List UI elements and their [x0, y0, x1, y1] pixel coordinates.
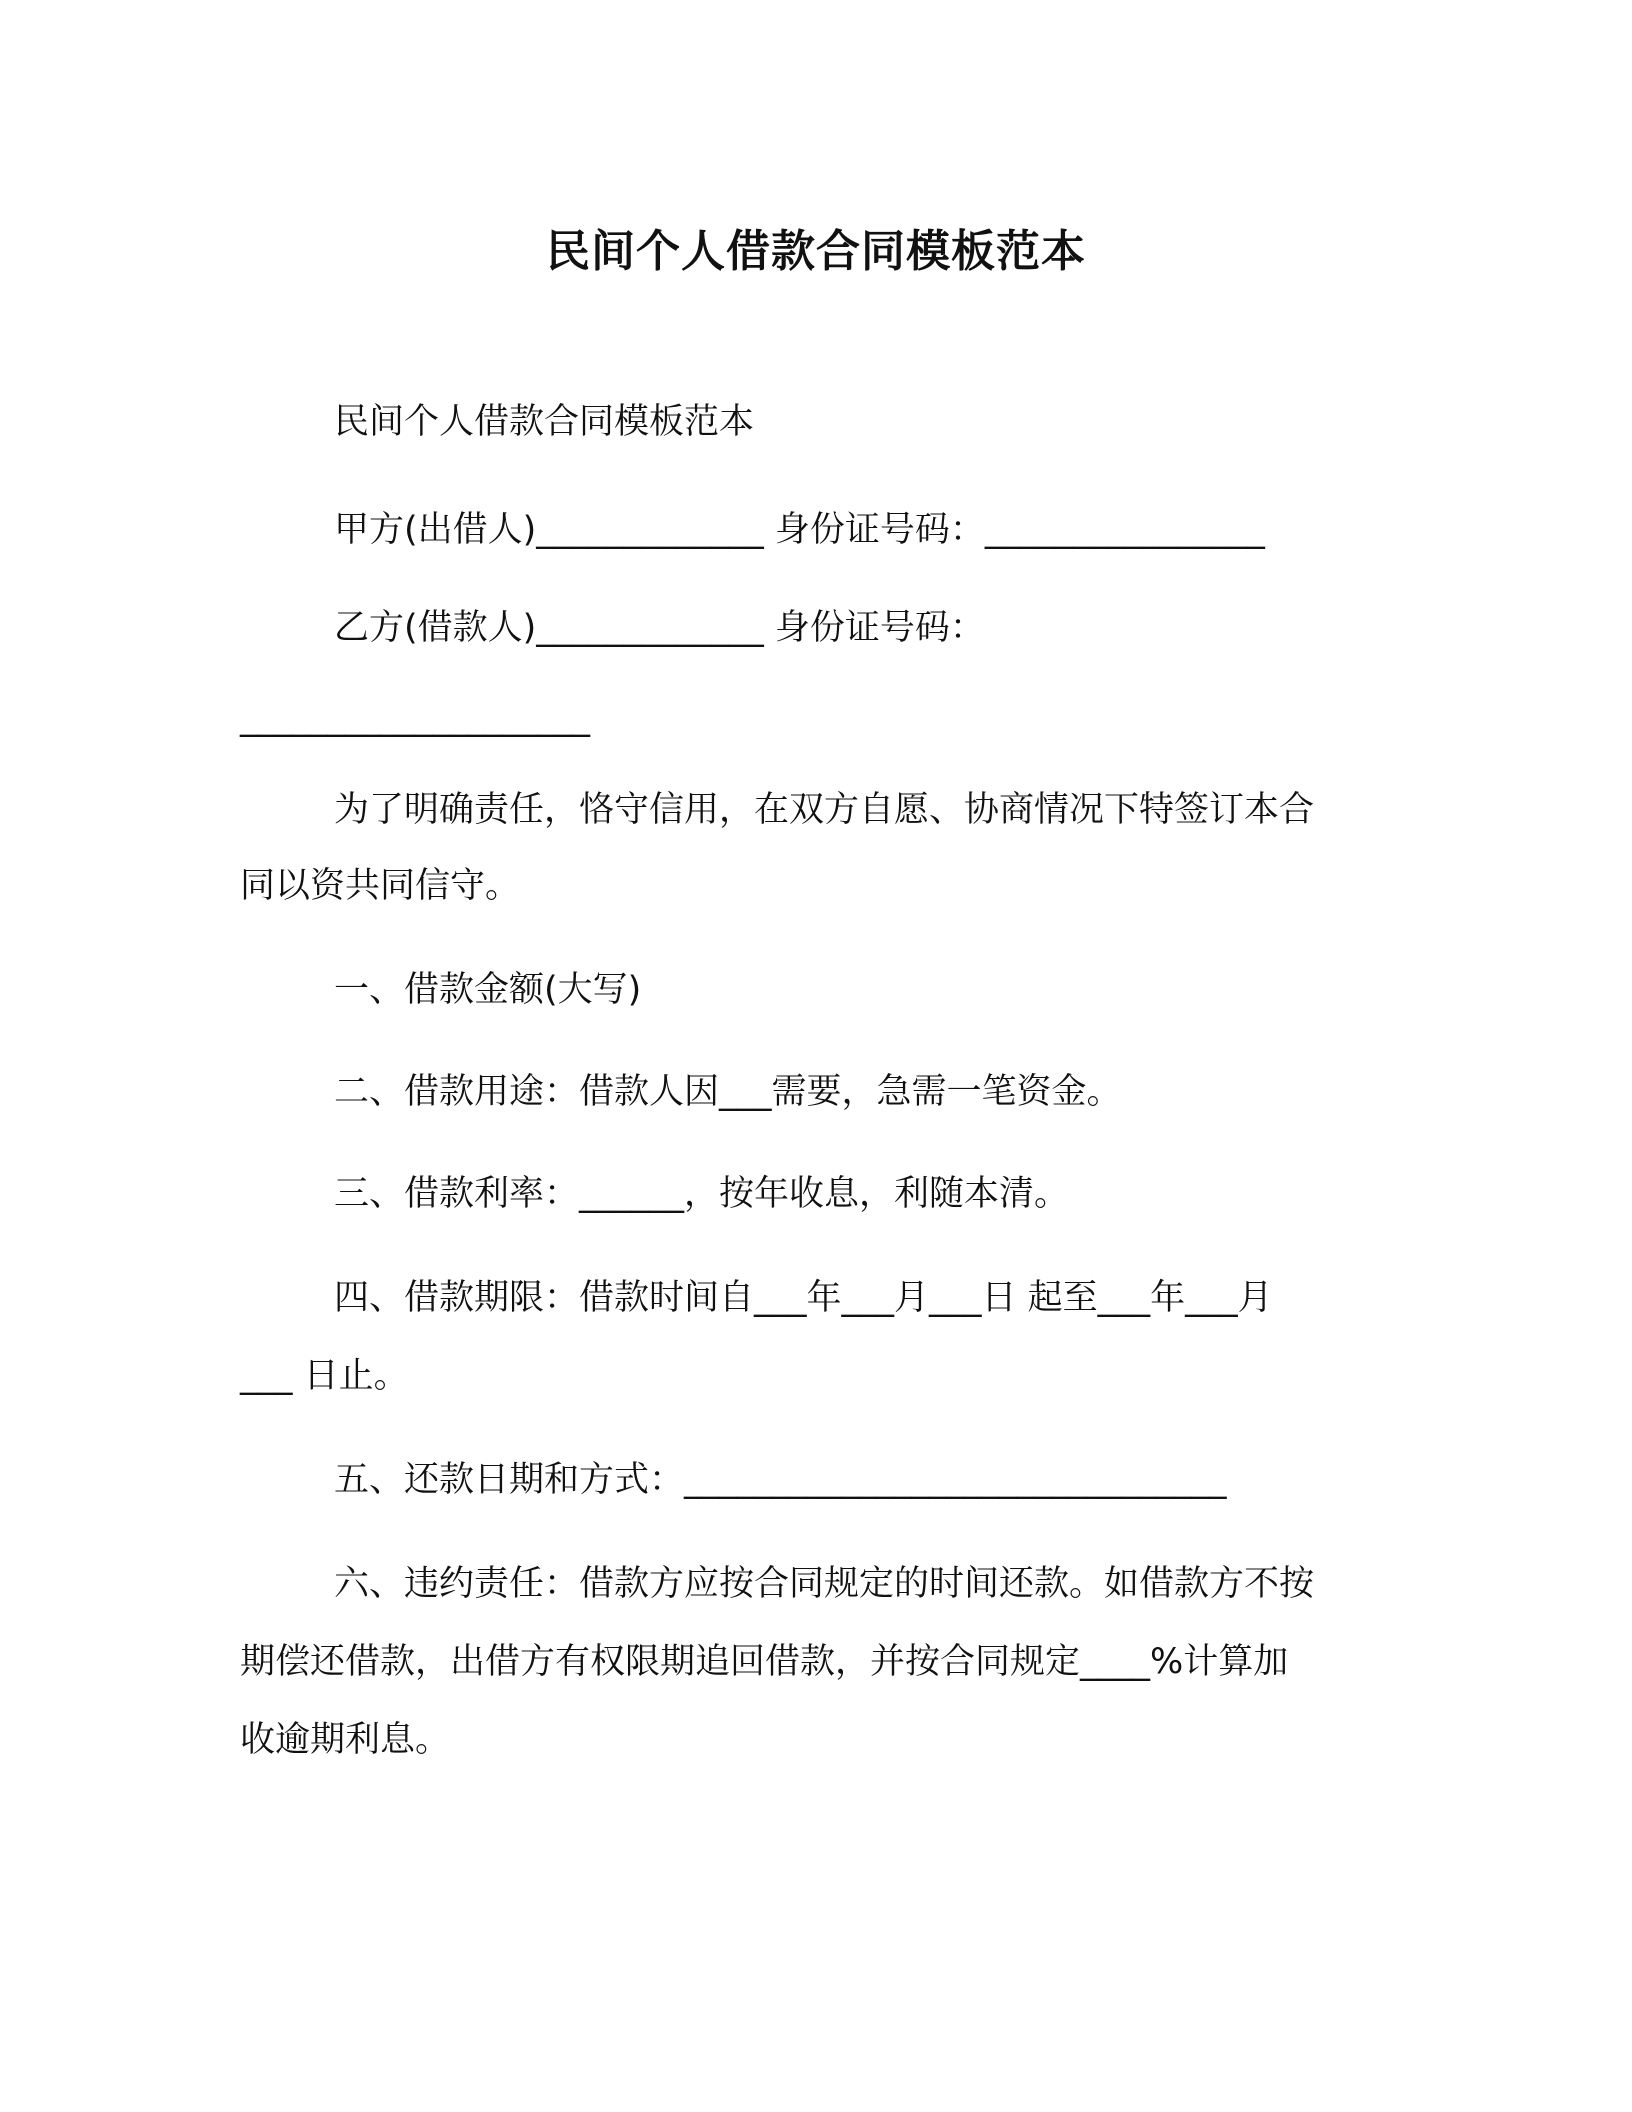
- clause-5-repayment: 五、还款日期和方式：_______________________________: [334, 1460, 1227, 1500]
- preamble-line-2: 同以资共同信守。: [240, 866, 521, 906]
- document-title: 民间个人借款合同模板范本: [546, 226, 1086, 277]
- clause-6-liability-line-3: 收逾期利息。: [240, 1720, 451, 1760]
- document-subtitle: 民间个人借款合同模板范本: [334, 402, 755, 442]
- clause-2-loan-purpose: 二、借款用途：借款人因___需要，急需一笔资金。: [334, 1072, 1122, 1112]
- clause-1-loan-amount: 一、借款金额(大写): [334, 970, 642, 1010]
- preamble-line-1: 为了明确责任，恪守信用，在双方自愿、协商情况下特签订本合: [334, 790, 1315, 830]
- clause-6-liability-line-2: 期偿还借款，出借方有权限期追回借款，并按合同规定____%计算加: [240, 1642, 1289, 1682]
- party-a-line: 甲方(出借人)_____________ 身份证号码：________________: [334, 510, 1265, 550]
- party-b-id-blank: ____________________: [240, 698, 590, 738]
- clause-6-liability-line-1: 六、违约责任：借款方应按合同规定的时间还款。如借款方不按: [334, 1564, 1315, 1604]
- clause-3-interest-rate: 三、借款利率：______，按年收息，利随本清。: [334, 1174, 1070, 1214]
- clause-4-loan-term-line-1: 四、借款期限：借款时间自___年___月___日 起至___年___月: [334, 1278, 1273, 1318]
- party-b-line: 乙方(借款人)_____________ 身份证号码：: [334, 608, 985, 648]
- clause-4-loan-term-line-2: ___ 日止。: [240, 1356, 409, 1396]
